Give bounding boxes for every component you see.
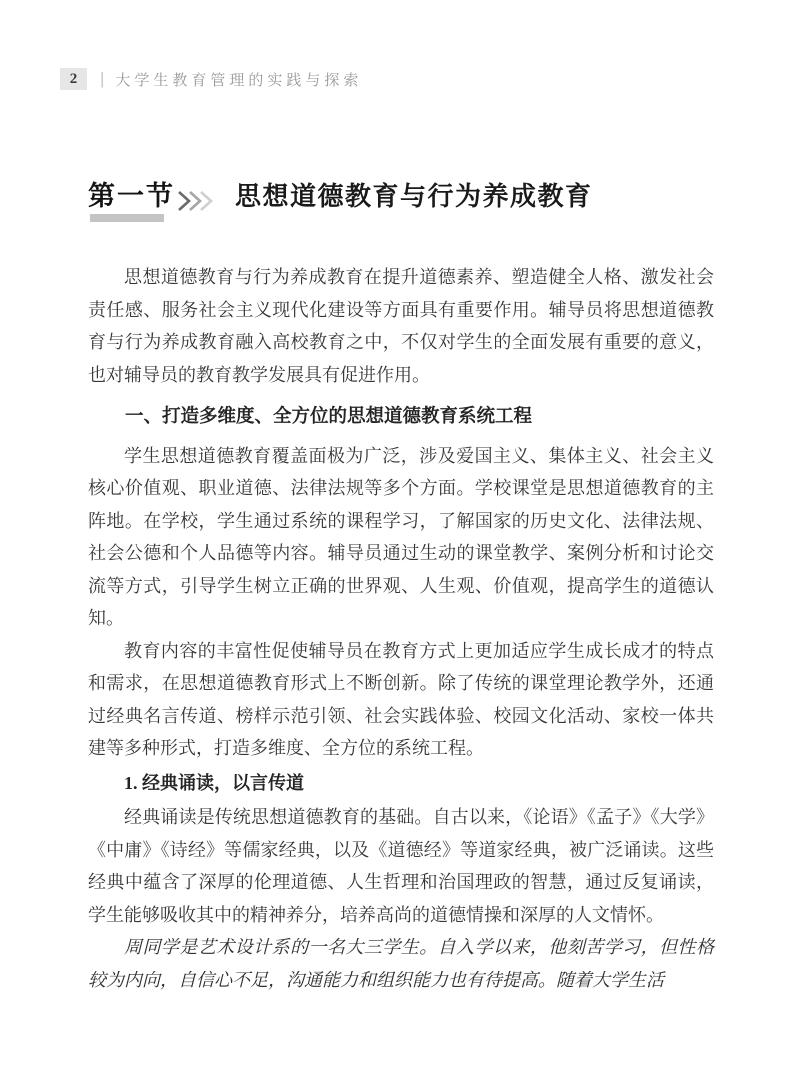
- header-divider: |: [100, 69, 105, 88]
- section-title: 思想道德教育与行为养成教育: [235, 181, 593, 211]
- triple-chevron-icon: [177, 189, 217, 213]
- subsection-heading-1: 一、打造多维度、全方位的思想道德教育系统工程: [125, 405, 533, 426]
- section-label-underline: [90, 214, 164, 222]
- section-label-wrap: [88, 180, 175, 222]
- page-body: [88, 261, 714, 996]
- subsection-heading-2: 1. 经典诵读，以言传道: [124, 772, 304, 793]
- running-head-title: 大学生教育管理的实践与探索: [115, 71, 363, 89]
- section-label: 第一节: [88, 181, 175, 211]
- paragraph-methods: 教育内容的丰富性促使辅导员在教育方式上更加适应学生成长成才的特点和需求，在思想道德教育形式上不断创新。除了传统的课堂理论教学外，还通过经典名言传道、榜样示范引领、社会实践体验、校园文化活动、家校一体共建等多种形式，打造多维度、全方位的系统工程。: [88, 640, 714, 758]
- section-heading: [88, 180, 593, 222]
- page-header: [60, 66, 362, 92]
- paragraph-intro: 思想道德教育与行为养成教育在提升道德素养、塑造健全人格、激发社会责任感、服务社会主义现代化建设等方面具有重要作用。辅导员将思想道德教育与行为养成教育融入高校教育之中，不仅对学生的全面发展有重要的意义，也对辅导员的教育教学发展具有促进作用。: [88, 267, 714, 385]
- paragraph-classics: 经典诵读是传统思想道德教育的基础。自古以来，《论语》《孟子》《大学》《中庸》《诗经》等儒家经典，以及《道德经》等道家经典，被广泛诵读。这些经典中蕴含了深厚的伦理道德、人生哲理和治国理政的智慧，通过反复诵读，学生能够吸收其中的精神养分，培养高尚的道德情操和深厚的人文情怀。: [88, 807, 714, 925]
- paragraph-coverage: 学生思想道德教育覆盖面极为广泛，涉及爱国主义、集体主义、社会主义核心价值观、职业道德、法律法规等多个方面。学校课堂是思想道德教育的主阵地。在学校，学生通过系统的课程学习，了解国家的历史文化、法律法规、社会公德和个人品德等内容。辅导员通过生动的课堂教学、案例分析和讨论交流等方式，引导学生树立正确的世界观、人生观、价值观，提高学生的道德认知。: [88, 445, 714, 628]
- page-number-badge: 2: [60, 68, 87, 90]
- case-study-paragraph: 周同学是艺术设计系的一名大三学生。自入学以来，他刻苦学习，但性格较为内向，自信心不足，沟通能力和组织能力也有待提高。随着大学生活: [88, 937, 714, 990]
